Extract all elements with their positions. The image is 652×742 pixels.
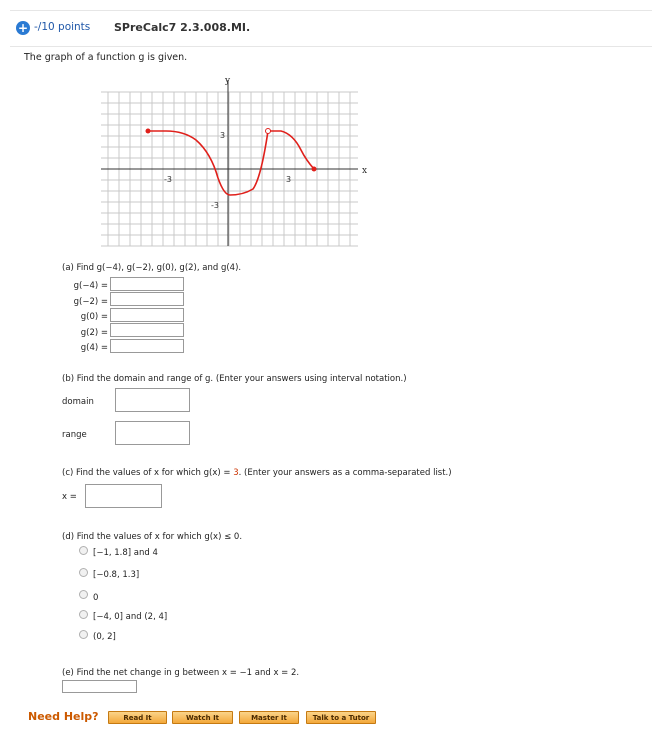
part-e-question: (e) Find the net change in g between x = −1 and x = 2. — [62, 668, 300, 678]
option-1-label: [−1, 1.8] and 4 — [93, 548, 158, 558]
read-it-button[interactable]: Read It — [108, 711, 167, 724]
function-graph — [96, 78, 371, 248]
option-3-radio[interactable] — [79, 590, 88, 599]
part-b-question: (b) Find the domain and range of g. (Enter your answers using interval notation.) — [62, 374, 407, 384]
closed-endpoint-left — [146, 129, 151, 134]
range-input[interactable] — [115, 421, 190, 445]
y-axis-label: y — [225, 78, 231, 86]
option-5-radio[interactable] — [79, 630, 88, 639]
tick-label-neg3-x: -3 — [164, 175, 172, 184]
open-endpoint — [266, 129, 271, 134]
master-it-button[interactable]: Master It — [239, 711, 299, 724]
need-help-label: Need Help? — [28, 710, 99, 723]
option-4-label: [−4, 0] and (2, 4] — [93, 612, 168, 622]
part-a-question: (a) Find g(−4), g(−2), g(0), g(2), and g(4). — [62, 263, 242, 273]
talk-to-tutor-button[interactable]: Talk to a Tutor — [306, 711, 376, 724]
option-5-label: (0, 2] — [93, 632, 116, 642]
question-prompt: The graph of a function g is given. — [24, 52, 188, 63]
option-3-label: 0 — [93, 593, 99, 603]
part-a-labels — [64, 279, 108, 357]
g-2-input[interactable] — [110, 323, 184, 337]
range-label: range — [62, 430, 87, 440]
option-2-radio[interactable] — [79, 568, 88, 577]
g-neg2-label: g(−2) = — [73, 296, 108, 307]
g-neg4-input[interactable] — [110, 277, 184, 291]
net-change-input[interactable] — [62, 680, 137, 693]
part-d-question: (d) Find the values of x for which g(x) ≤ 0. — [62, 532, 243, 542]
g-2-label: g(2) = — [80, 327, 108, 338]
function-curve — [148, 131, 314, 195]
x-equals-label: x = — [62, 492, 77, 502]
closed-endpoint-right — [312, 167, 317, 172]
expand-plus-icon[interactable]: + — [17, 21, 29, 35]
tick-label-neg3-y: -3 — [211, 201, 219, 210]
g-neg4-label: g(−4) = — [73, 281, 108, 291]
g-0-input[interactable] — [110, 308, 184, 322]
g-4-input[interactable] — [110, 339, 184, 353]
x-values-input[interactable] — [85, 484, 162, 508]
tick-label-3-y: 3 — [220, 131, 226, 140]
g-neg2-input[interactable] — [110, 292, 184, 306]
question-header — [10, 10, 652, 47]
part-c-question: (c) Find the values of x for which g(x) = 3. (Enter your answers as a comma-separated list.) — [62, 468, 452, 478]
option-1-radio[interactable] — [79, 546, 88, 555]
watch-it-button[interactable]: Watch It — [172, 711, 233, 724]
domain-input[interactable] — [115, 388, 190, 412]
x-axis-label: x — [362, 166, 368, 176]
option-4-radio[interactable] — [79, 610, 88, 619]
tick-label-3-x: 3 — [286, 175, 292, 184]
question-id: SPreCalc7 2.3.008.MI. — [114, 21, 251, 34]
option-2-label: [−0.8, 1.3] — [93, 570, 140, 580]
g-0-label: g(0) = — [80, 312, 108, 322]
g-4-label: g(4) = — [80, 343, 108, 353]
domain-label: domain — [62, 397, 94, 407]
points-label: -/10 points — [34, 21, 91, 33]
